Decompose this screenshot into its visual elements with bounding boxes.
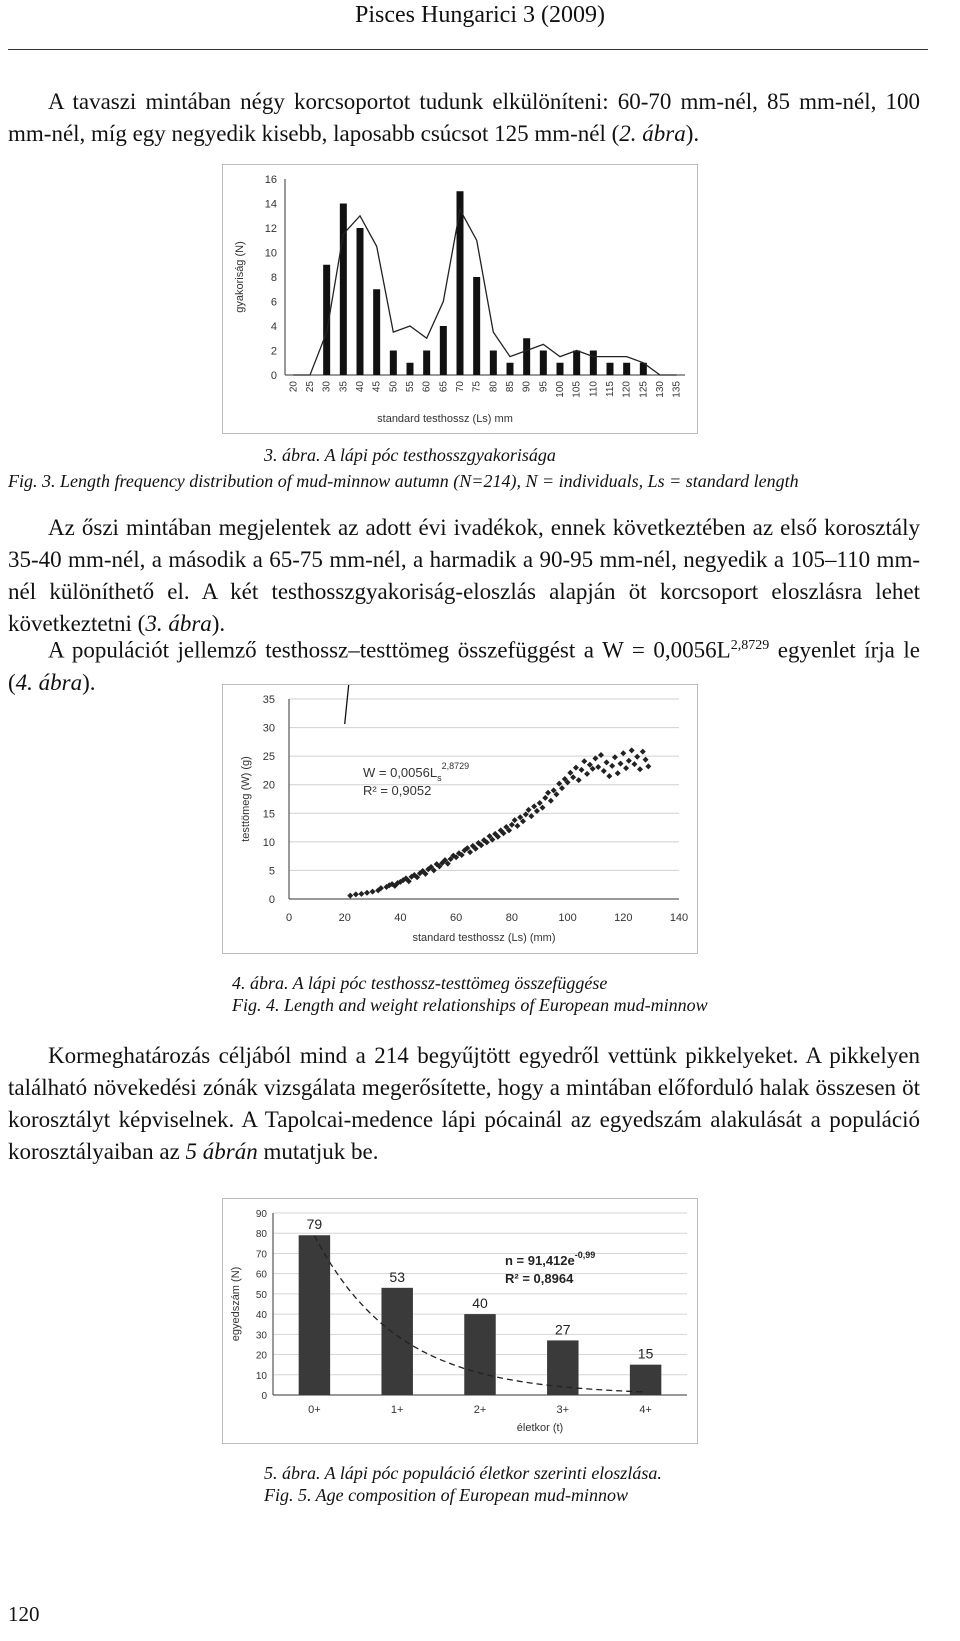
data-point [629,747,635,753]
x-tick-label: 90 [521,381,533,393]
y-tick-label: 12 [264,223,277,235]
data-point [556,781,562,787]
data-point [606,773,612,779]
data-point [512,817,518,823]
figure-3-caption-hu: 3. ábra. A lápi póc testhosszgyakorisága [264,445,556,465]
figure-4-caption-hu: 4. ábra. A lápi póc testhossz-testtömeg összefüggése [232,973,608,993]
frequency-bar [440,326,447,375]
x-tick-label: 95 [538,381,550,393]
data-point [526,807,532,813]
y-tick-label: 10 [255,1370,267,1382]
bar-value-label: 40 [472,1295,488,1312]
y-axis-title: testtömeg (W) (g) [240,756,252,842]
age-bar [464,1314,495,1395]
data-point [353,891,359,897]
x-tick-label: 120 [614,912,633,924]
x-tick-label: 80 [488,381,500,393]
frequency-line [293,210,676,375]
equation-label: $W = 0,0056L_s^{2,8729}$ [363,761,470,783]
data-point [623,765,629,771]
frequency-bar [607,363,614,375]
bar-value-label: 15 [637,1345,654,1362]
data-point [531,803,537,809]
frequency-bar [490,351,497,376]
data-point [528,813,534,819]
x-tick-label: 75 [471,381,483,393]
x-tick-label: 0 [285,912,293,924]
x-tick-label: 1+ [390,1404,404,1416]
x-tick-label: 3+ [556,1404,570,1416]
x-tick-label: 60 [450,912,463,924]
x-tick-label: 50 [388,381,400,393]
equation-label: $n = 91,412e^{-0,99}$ [505,1250,596,1268]
data-point [604,759,610,765]
frequency-bar [473,277,480,375]
data-point [573,765,579,771]
data-point [615,770,621,776]
frequency-bar [423,351,430,376]
journal-header: Pisces Hungarici 3 (2009) [355,2,605,28]
y-tick-label: 0 [261,1391,267,1402]
x-tick-label: 85 [505,381,516,393]
bar-value-label: 27 [555,1321,571,1338]
data-point [509,822,515,828]
figure-4-chart [222,684,698,954]
y-tick-label: 10 [264,247,277,260]
x-tick-label: 130 [655,381,666,398]
y-tick-label: 16 [264,174,277,186]
frequency-bar [340,204,347,376]
data-point [645,763,651,769]
figure-3-caption-en: Fig. 3. Length frequency distribution of mud-minnow autumn (N=214), N = individuals, Ls = standard length [8,471,799,491]
data-point [626,758,632,764]
y-tick-label: 15 [262,808,275,821]
x-tick-label: 45 [371,381,383,393]
data-point [567,770,573,776]
data-point [612,754,618,760]
data-point [581,758,587,764]
y-tick-label: 2 [270,345,277,358]
figure-4-caption-en: Fig. 4. Length and weight relationships of European mud-minnow [232,995,708,1015]
frequency-bar [457,191,464,375]
bar-value-label: 53 [389,1268,405,1285]
frequency-bar [523,338,530,375]
data-point [620,750,626,756]
r-squared-label: R² = 0,9052 [363,783,432,798]
x-axis-title: standard testhossz (Ls) (mm) [412,932,556,944]
paragraph-spring-sample: A tavaszi mintában négy korcsoportot tudunk elkülöníteni: 60-70 mm-nél, 85 mm-nél, 100 mm-nél, míg egy negyedik kisebb, laposabb csúcsot 125 mm-nél (2. ábra). [8,89,920,146]
data-point [347,893,353,899]
x-tick-label: 20 [288,381,300,393]
frequency-bar [507,363,514,375]
y-tick-label: 50 [255,1289,267,1301]
data-point [370,889,376,895]
frequency-bar [390,351,397,376]
age-composition-chart [223,1199,697,1443]
data-point [358,891,364,897]
data-point [548,798,554,804]
power-fit-curve [345,685,657,724]
data-point [537,800,543,806]
data-point [640,749,646,755]
r-squared-label: R² = 0,8964 [505,1271,574,1286]
y-tick-label: 60 [255,1269,267,1281]
y-tick-label: 90 [255,1209,267,1220]
age-bar [299,1235,330,1395]
bar-value-label: 79 [306,1216,323,1233]
x-tick-label: 35 [338,381,350,393]
y-tick-label: 30 [262,722,275,735]
x-axis-title: standard testhossz (Ls) mm [377,413,513,425]
y-tick-label: 5 [268,865,275,878]
x-tick-label: 0+ [308,1404,321,1416]
data-point [609,763,615,769]
x-tick-label: 60 [421,381,433,393]
frequency-bar [557,363,564,375]
data-point [637,766,643,772]
x-tick-label: 140 [669,912,689,924]
y-axis-title: gyakoriság (N) [234,241,246,313]
y-axis-title: egyedszám (N) [230,1266,242,1342]
x-tick-label: 115 [605,381,616,397]
frequency-bar [357,228,364,375]
frequency-bar [573,351,580,376]
paragraph-age-determination: Kormeghatározás céljából mind a 214 begyűjtött egyedről vettünk pikkelyeket. A pikkelyen található növekedési zónák vizsgálata megerősítette, hogy a mintában előforduló halak összesen öt korosztályt képviselnek. A Tapolcai-medence lápi pócainál az egyedszám alakulását a populáció korosztályaiban az 5 ábrán mutatjuk be. [8,1043,920,1164]
x-tick-label: 55 [405,381,416,393]
y-tick-label: 80 [255,1229,267,1241]
x-tick-label: 100 [555,381,566,398]
y-tick-label: 4 [270,321,277,333]
x-tick-label: 110 [588,381,600,397]
x-tick-label: 40 [355,381,366,393]
x-tick-label: 70 [455,381,466,393]
y-tick-label: 30 [255,1330,267,1342]
y-tick-label: 0 [270,370,277,382]
y-tick-label: 40 [255,1310,267,1322]
y-tick-label: 6 [270,296,277,309]
y-tick-label: 70 [255,1249,267,1261]
age-bar [630,1365,661,1395]
x-tick-label: 2+ [473,1404,487,1416]
y-tick-label: 35 [262,694,275,706]
frequency-bar [623,363,630,375]
x-tick-label: 80 [505,912,518,924]
frequency-bar [590,351,597,376]
header-rule [8,49,928,50]
x-tick-label: 120 [621,381,633,398]
age-bar [381,1288,412,1395]
x-tick-label: 40 [394,912,407,924]
y-tick-label: 25 [262,751,275,764]
figure-5-caption-hu: 5. ábra. A lápi póc populáció életkor szerinti eloszlása. [264,1463,662,1483]
data-point [570,774,576,780]
data-point [540,805,546,811]
x-axis-title: életkor (t) [516,1422,564,1434]
length-weight-scatter [223,685,697,953]
x-tick-label: 125 [638,381,650,398]
data-point [598,752,604,758]
data-point [584,771,590,777]
data-point [634,754,640,760]
x-tick-label: 65 [438,381,450,393]
y-tick-label: 10 [262,836,275,849]
data-point [364,890,370,896]
data-point [579,767,585,773]
data-point [631,761,637,767]
data-point [595,764,601,770]
x-tick-label: 100 [558,912,577,924]
data-point [618,761,624,767]
y-tick-label: 8 [270,272,277,284]
y-tick-label: 14 [264,198,277,211]
x-tick-label: 135 [671,381,683,398]
frequency-bar [540,351,547,376]
figure-5-caption-en: Fig. 5. Age composition of European mud-minnow [264,1485,628,1505]
age-bar [547,1340,578,1395]
data-point [514,823,520,829]
x-tick-label: 105 [571,381,583,398]
data-point [559,785,565,791]
data-point [601,768,607,774]
data-point [576,777,582,783]
x-tick-label: 25 [305,381,316,393]
data-point [523,811,529,817]
frequency-bar [407,363,414,375]
data-point [542,795,548,801]
page-number: 120 [8,1602,40,1626]
paragraph-length-weight: A populációt jellemző testhossz–testtömeg összefüggést a $W = 0,0056L^{2,8729}$ egyenlet írja le (4. ábra). [8,637,921,695]
data-point [545,790,551,796]
y-tick-label: 20 [262,779,275,792]
length-frequency-chart [223,165,697,433]
figure-3-chart [222,164,698,434]
frequency-bar [373,289,380,375]
data-point [643,757,649,763]
x-tick-label: 4+ [639,1404,652,1416]
y-tick-label: 20 [255,1350,267,1362]
x-tick-label: 20 [338,912,351,924]
paragraph-autumn-sample: Az őszi mintában megjelentek az adott évi ivadékok, ennek következtében az első korosztály 35-40 mm-nél, a második a 65-75 mm-nél, a harmadik a 90-95 mm-nél, negyedik a 105–110 mm-nél különíthető el. A két testhosszgyakoriság-eloszlás alapján öt korcsoport eloszlásra lehet következtetni (3. ábra). [8,515,920,636]
figure-5-chart [222,1198,698,1444]
x-tick-label: 30 [321,381,333,393]
y-tick-label: 0 [268,894,275,906]
